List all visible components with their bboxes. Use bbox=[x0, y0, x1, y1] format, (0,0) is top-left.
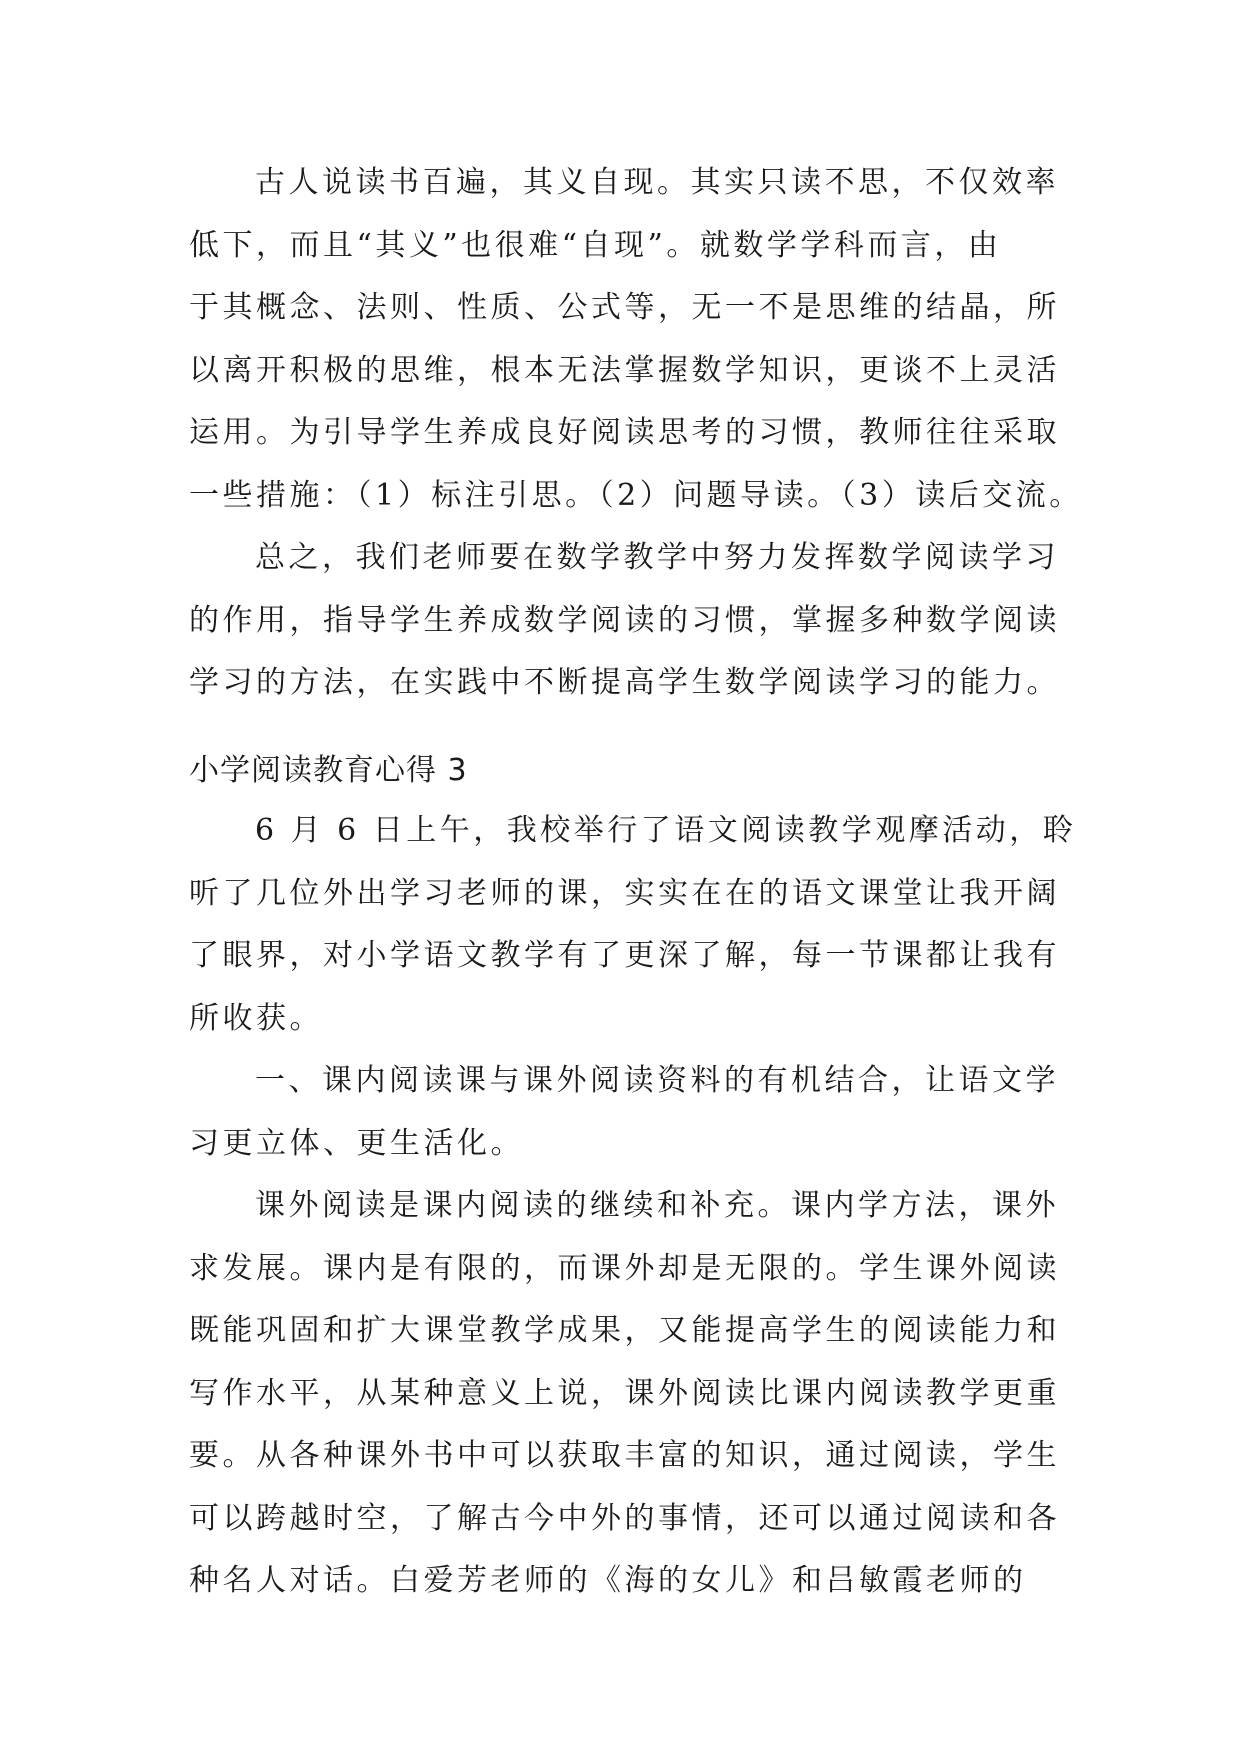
text-line: 6 月 6 日上午，我校举行了语文阅读教学观摩活动，聆 bbox=[255, 813, 1077, 848]
paragraph-observation-activity bbox=[189, 800, 1077, 1050]
paragraph-point-one bbox=[189, 1050, 1062, 1175]
text-line: 写作水平，从某种意义上说，课外阅读比课内阅读教学更重 bbox=[189, 1375, 1060, 1411]
text-line: 种名人对话。白爱芳老师的《海的女儿》和吕敏霞老师的 bbox=[189, 1563, 1027, 1598]
text-line: 运用。为引导学生养成良好阅读思考的习惯，教师往往采取 bbox=[189, 415, 1060, 450]
text-line: 一些措施：（1）标注引思。（2）问题导读。（3）读后交流。 bbox=[189, 477, 1083, 513]
text-line: 习更立体、更生活化。 bbox=[189, 1125, 524, 1161]
text-line: 求发展。课内是有限的，而课外却是无限的。学生课外阅读 bbox=[189, 1250, 1060, 1286]
text-line: 可以跨越时空，了解古今中外的事情，还可以通过阅读和各 bbox=[189, 1500, 1060, 1536]
text-line: 了眼界，对小学语文教学有了更深了解，每一节课都让我有 bbox=[189, 938, 1060, 973]
text-line: 古人说读书百遍，其义自现。其实只读不思，不仅效率 bbox=[255, 165, 1059, 200]
paragraph-conclusion bbox=[189, 527, 1062, 715]
paragraph-extracurricular-reading bbox=[189, 1175, 1062, 1613]
text-line: 课外阅读是课内阅读的继续和补充。课内学方法，课外 bbox=[255, 1188, 1059, 1223]
text-line: 的作用，指导学生养成数学阅读的习惯，掌握多种数学阅读 bbox=[189, 602, 1060, 638]
paragraph-reading-thinking bbox=[189, 152, 1083, 527]
text-line: 低下，而且“其义”也很难“自现”。就数学学科而言，由 bbox=[189, 227, 1002, 263]
section-heading: 小学阅读教育心得 3 bbox=[189, 753, 468, 788]
text-line: 总之，我们老师要在数学教学中努力发挥数学阅读学习 bbox=[255, 540, 1059, 575]
text-line: 既能巩固和扩大课堂教学成果，又能提高学生的阅读能力和 bbox=[189, 1313, 1060, 1348]
text-line: 以离开积极的思维，根本无法掌握数学知识，更谈不上灵活 bbox=[189, 352, 1060, 388]
text-line: 于其概念、法则、性质、公式等，无一不是思维的结晶，所 bbox=[189, 290, 1060, 325]
text-line: 听了几位外出学习老师的课，实实在在的语文课堂让我开阔 bbox=[189, 875, 1060, 911]
text-line: 学习的方法，在实践中不断提高学生数学阅读学习的能力。 bbox=[189, 665, 1060, 700]
text-line: 一、课内阅读课与课外阅读资料的有机结合，让语文学 bbox=[255, 1063, 1059, 1098]
text-line: 所收获。 bbox=[189, 1000, 323, 1036]
text-line: 要。从各种课外书中可以获取丰富的知识，通过阅读，学生 bbox=[189, 1438, 1060, 1473]
